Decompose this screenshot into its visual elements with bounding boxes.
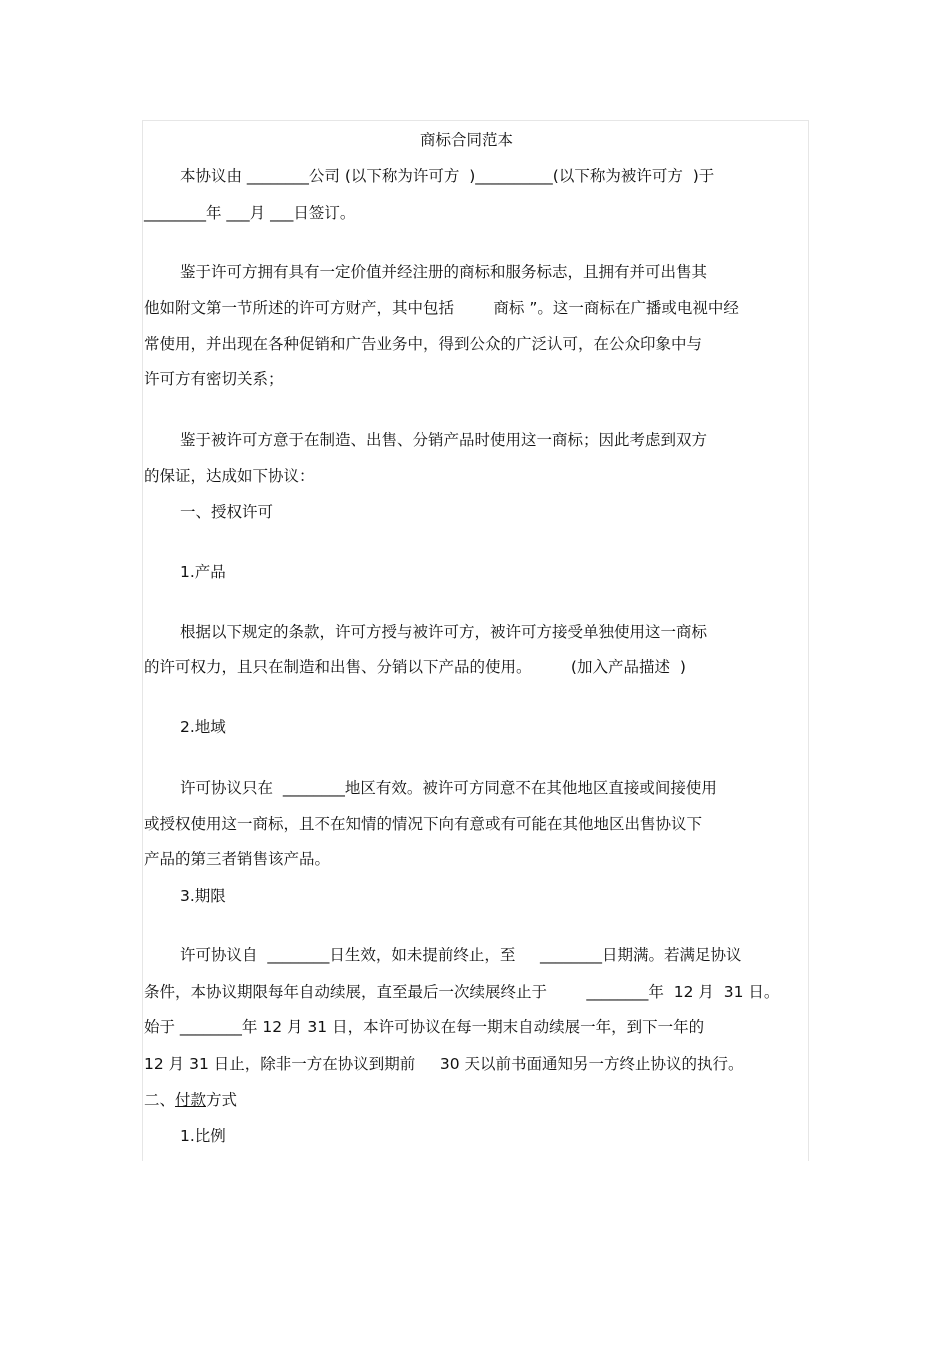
paragraph-3-line-2: 的许可权力，且只在制造和出售、分销以下产品的使用。 (加入产品描述 ) (144, 658, 686, 676)
item-3-heading: 3.期限 (180, 887, 226, 905)
section-2-suffix: 方式 (206, 1091, 238, 1109)
paragraph-3-line-1: 根据以下规定的条款，许可方授与被许可方，被许可方接受单独使用这一商标 (180, 623, 708, 641)
section-1-heading: 一、授权许可 (180, 503, 274, 521)
intro-line-1: 本协议由 ________公司 (以下称为许可方 )__________(以下称为被许可方 )于 (180, 167, 715, 185)
paragraph-5-line-4: 12 月 31 日止，除非一方在协议到期前 30 天以前书面通知另一方终止协议的执行。 (144, 1055, 744, 1073)
paragraph-1-line-1: 鉴于许可方拥有具有一定价值并经注册的商标和服务标志，且拥有并可出售其 (180, 263, 708, 281)
paragraph-4-line-3: 产品的第三者销售该产品。 (144, 850, 331, 868)
paragraph-1-line-3: 常使用，并出现在各种促销和广告业务中，得到公众的广泛认可，在公众印象中与 (144, 335, 703, 353)
paragraph-2-line-2: 的保证，达成如下协议： (144, 467, 315, 485)
paragraph-1-line-2: 他如附文第一节所述的许可方财产，其中包括 商标 ”。这一商标在广播或电视中经 (144, 299, 739, 317)
paragraph-5-line-1: 许可协议自 ________日生效，如未提前终止，至 ________日期满。若满足协议 (180, 946, 742, 964)
section-2-heading (144, 1090, 237, 1110)
paragraph-5-line-3: 始于 ________年 12 月 31 日，本许可协议在每一期末自动续展一年，到下一年的 (144, 1018, 705, 1036)
intro-line-2: ________年 ___月 ___日签订。 (144, 204, 356, 222)
paragraph-4-line-2: 或授权使用这一商标，且不在知情的情况下向有意或有可能在其他地区出售协议下 (144, 815, 703, 833)
section-2-number: 二、 (144, 1091, 176, 1109)
item-2-heading: 2.地域 (180, 718, 226, 736)
paragraph-1-line-4: 许可方有密切关系； (144, 370, 284, 388)
paragraph-5-line-2: 条件，本协议期限每年自动续展，直至最后一次续展终止于 ________年 12 月 31 日。 (144, 983, 780, 1001)
section-2-underlined-word: 付款 (175, 1091, 207, 1109)
document-title: 商标合同范本 (420, 131, 514, 149)
paragraph-2-line-1: 鉴于被许可方意于在制造、出售、分销产品时使用这一商标；因此考虑到双方 (180, 431, 708, 449)
paragraph-4-line-1: 许可协议只在 ________地区有效。被许可方同意不在其他地区直接或间接使用 (180, 779, 717, 797)
item-4-heading: 1.比例 (180, 1127, 226, 1145)
item-1-heading: 1.产品 (180, 563, 226, 581)
